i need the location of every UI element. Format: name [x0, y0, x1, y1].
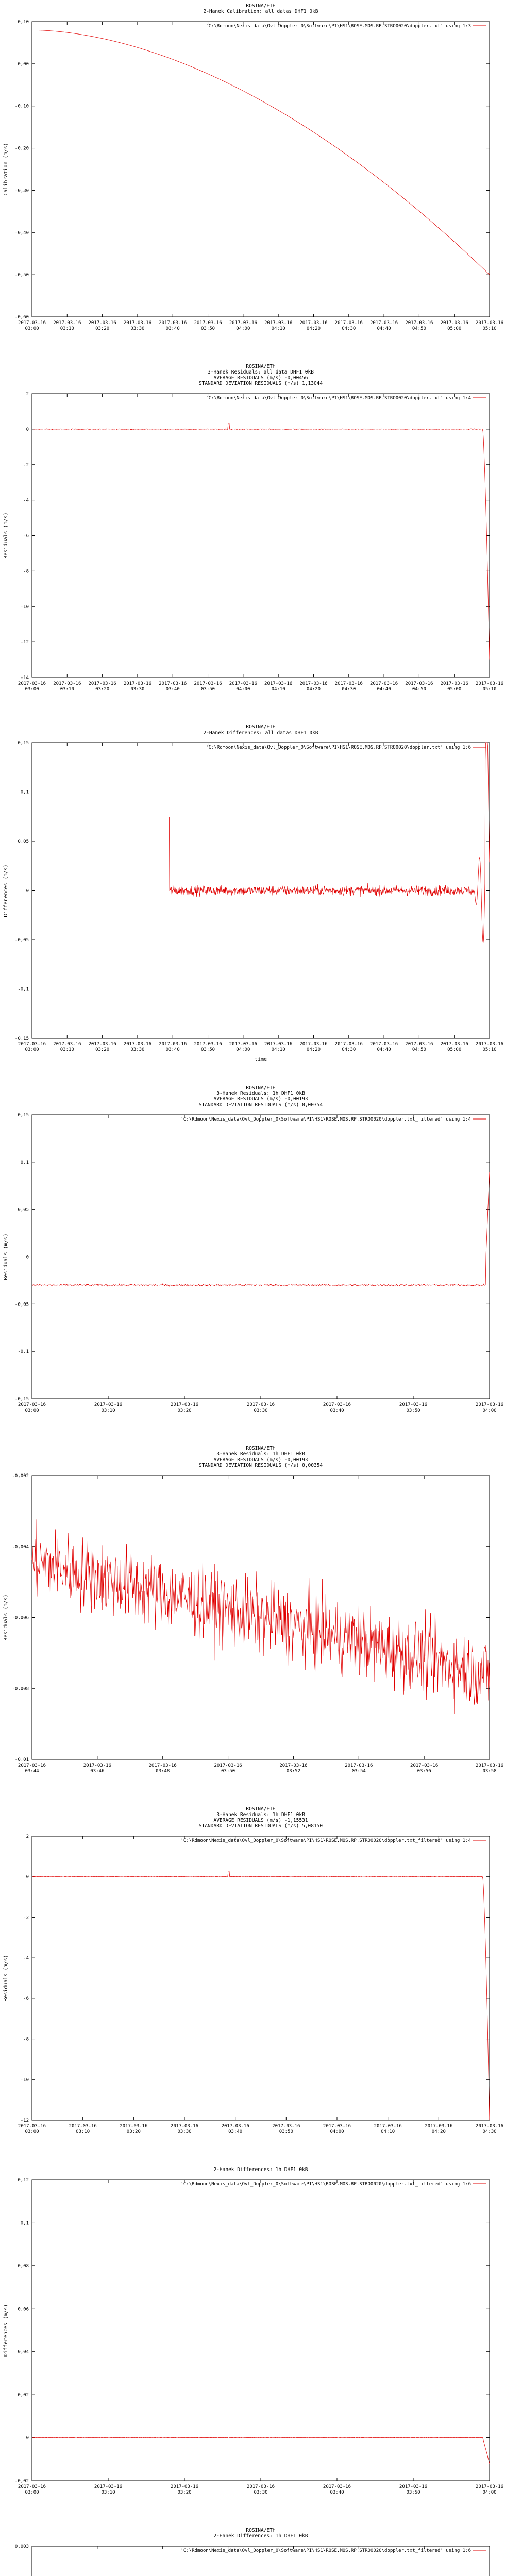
y-tick-label: -0,002 — [12, 1473, 29, 1479]
y-tick-label: 0 — [26, 2435, 29, 2441]
y-tick-label: 0,08 — [18, 2263, 29, 2269]
x-tick-label: 03:10 — [76, 2129, 90, 2134]
x-tick-label: 03:30 — [254, 2490, 268, 2495]
y-tick-label: 2 — [26, 392, 29, 397]
x-tick-label: 2017-03-16 — [88, 681, 116, 686]
y-tick-label: 0,1 — [20, 1160, 29, 1165]
y-tick-label: 0,12 — [18, 2178, 29, 2183]
x-tick-label: 2017-03-16 — [18, 2484, 46, 2489]
x-tick-label: 03:20 — [95, 326, 110, 331]
x-tick-label: 03:44 — [25, 1769, 39, 1774]
x-tick-label: 03:50 — [200, 326, 215, 331]
y-tick-label: 0,1 — [20, 2221, 29, 2226]
x-tick-label: 2017-03-16 — [440, 1042, 468, 1047]
series-line — [32, 1871, 490, 2120]
plot-frame — [32, 2180, 490, 2481]
y-axis-label: Residuals (m/s) — [3, 1955, 9, 2002]
x-tick-label: 2017-03-16 — [475, 1042, 504, 1047]
x-tick-label: 04:20 — [431, 2129, 446, 2134]
x-tick-label: 2017-03-16 — [334, 1042, 363, 1047]
x-tick-label: 03:20 — [95, 687, 110, 692]
y-tick-label: -0,15 — [14, 1036, 29, 1041]
y-tick-label: -8 — [23, 569, 29, 574]
x-tick-label: 2017-03-16 — [229, 681, 257, 686]
y-tick-label: -0,006 — [12, 1615, 29, 1621]
y-axis-label: Differences (m/s) — [3, 2303, 9, 2357]
y-tick-label: 0 — [26, 427, 29, 432]
y-axis-label: Residuals (m/s) — [3, 512, 9, 559]
x-tick-label: 04:00 — [330, 2129, 344, 2134]
x-tick-label: 05:00 — [447, 326, 462, 331]
x-tick-label: 2017-03-16 — [94, 2484, 123, 2489]
y-tick-label: -0,05 — [14, 938, 29, 943]
x-tick-label: 03:10 — [60, 326, 74, 331]
x-tick-label: 03:00 — [25, 2490, 39, 2495]
x-tick-label: 2017-03-16 — [214, 1763, 242, 1768]
x-tick-label: 2017-03-16 — [229, 1042, 257, 1047]
y-tick-label: -6 — [23, 1996, 29, 2002]
x-tick-label: 04:00 — [236, 1047, 250, 1053]
x-tick-label: 2017-03-16 — [475, 2124, 504, 2129]
plot-frame — [32, 394, 490, 677]
x-tick-label: 03:30 — [130, 1047, 145, 1053]
y-tick-label: -0,40 — [14, 230, 29, 236]
y-tick-label: 0 — [26, 1255, 29, 1260]
x-tick-label: 2017-03-16 — [323, 1402, 351, 1408]
chart-title-line: 2-Hanek Calibration: all datas DHF1 0kB — [203, 9, 318, 14]
x-tick-label: 2017-03-16 — [18, 320, 46, 326]
chart-panel-1 — [0, 0, 505, 361]
x-tick-label: 03:00 — [25, 1408, 39, 1413]
x-tick-label: 2017-03-16 — [123, 1042, 152, 1047]
y-tick-label: -10 — [20, 604, 29, 610]
x-tick-label: 03:40 — [165, 1047, 180, 1053]
legend-label: 'C:\Rdmoon\Nexis_data\Ovl_Doppler_0\Software\PI\HS1\ROSE.MOS.RP.STRO0020\doppler.txt' using 1:4 — [206, 396, 471, 401]
y-tick-label: -0,20 — [14, 146, 29, 151]
x-tick-label: 2017-03-16 — [345, 1763, 373, 1768]
x-tick-label: 05:10 — [482, 1047, 497, 1053]
x-tick-label: 2017-03-16 — [334, 681, 363, 686]
chart-panel-6 — [0, 1803, 505, 2164]
y-tick-label: -0,10 — [14, 104, 29, 109]
chart-panel-4 — [0, 1082, 505, 1443]
x-tick-label: 2017-03-16 — [264, 681, 293, 686]
chart-title-line: AVERAGE RESIDUALS (m/s) -1,15531 — [213, 1818, 308, 1823]
x-tick-label: 2017-03-16 — [229, 320, 257, 326]
y-tick-label: 0,10 — [18, 20, 29, 25]
y-tick-label: -4 — [23, 498, 29, 503]
series-line — [32, 2437, 490, 2464]
chart-title-line: AVERAGE RESIDUALS (m/s) -0,00456 — [213, 375, 308, 381]
x-tick-label: 04:20 — [306, 1047, 321, 1053]
y-tick-label: -0,30 — [14, 188, 29, 194]
x-tick-label: 03:00 — [25, 687, 39, 692]
chart-title-line: ROSINA/ETH — [246, 1446, 276, 1451]
x-tick-label: 03:30 — [177, 2129, 192, 2134]
y-tick-label: 0,1 — [20, 790, 29, 795]
x-tick-label: 2017-03-16 — [83, 1763, 111, 1768]
x-tick-label: 03:30 — [254, 1408, 268, 1413]
y-tick-label: 0,06 — [18, 2307, 29, 2312]
y-axis-label: Residuals (m/s) — [3, 1594, 9, 1641]
x-tick-label: 05:10 — [482, 326, 497, 331]
y-tick-label: -2 — [23, 462, 29, 468]
x-tick-label: 03:00 — [25, 1047, 39, 1053]
x-tick-label: 04:40 — [377, 687, 391, 692]
x-tick-label: 2017-03-16 — [405, 320, 433, 326]
legend-label: 'C:\Rdmoon\Nexis_data\Ovl_Doppler_0\Software\PI\HS1\ROSE.MOS.RP.STRO0020\doppler.txt' using 1:3 — [206, 24, 471, 29]
x-tick-label: 03:10 — [60, 1047, 74, 1053]
x-tick-label: 04:00 — [236, 687, 250, 692]
x-tick-label: 2017-03-16 — [88, 1042, 116, 1047]
y-tick-label: 0,05 — [18, 1207, 29, 1213]
x-tick-label: 03:40 — [330, 2490, 344, 2495]
x-tick-label: 2017-03-16 — [264, 320, 293, 326]
y-tick-label: -0,1 — [18, 1349, 29, 1355]
x-tick-label: 2017-03-16 — [53, 320, 81, 326]
x-tick-label: 2017-03-16 — [475, 320, 504, 326]
x-tick-label: 03:20 — [177, 1408, 192, 1413]
x-tick-label: 04:00 — [482, 2490, 497, 2495]
x-tick-label: 2017-03-16 — [170, 2484, 199, 2489]
y-axis-label: Residuals (m/s) — [3, 1233, 9, 1280]
x-tick-label: 2017-03-16 — [264, 1042, 293, 1047]
y-tick-label: 0,00 — [18, 61, 29, 67]
x-tick-label: 03:40 — [165, 326, 180, 331]
x-axis-label: time — [254, 1057, 267, 1062]
x-tick-label: 2017-03-16 — [334, 320, 363, 326]
x-tick-label: 04:20 — [306, 326, 321, 331]
x-tick-label: 03:00 — [25, 326, 39, 331]
x-tick-label: 2017-03-16 — [440, 681, 468, 686]
x-tick-label: 04:00 — [236, 326, 250, 331]
chart-title-line: STANDARD DEVIATION RESIDUALS (m/s) 5,08150 — [198, 1823, 323, 1829]
x-tick-label: 03:50 — [406, 2490, 420, 2495]
chart-title-line: ROSINA/ETH — [246, 724, 276, 730]
y-axis-label: Differences (m/s) — [3, 864, 9, 917]
x-tick-label: 03:30 — [130, 687, 145, 692]
series-line — [32, 423, 490, 660]
x-tick-label: 2017-03-16 — [123, 681, 152, 686]
y-tick-label: -10 — [20, 2077, 29, 2083]
plot-frame — [32, 1115, 490, 1399]
x-tick-label: 03:46 — [90, 1769, 105, 1774]
y-tick-label: -12 — [20, 640, 29, 646]
y-tick-label: 0 — [26, 1874, 29, 1880]
x-tick-label: 2017-03-16 — [410, 1763, 439, 1768]
chart-title-line: 2-Hanek Differences: 1h DHF1 0kB — [213, 2533, 308, 2539]
y-tick-label: -0,05 — [14, 1302, 29, 1308]
x-tick-label: 2017-03-16 — [18, 1042, 46, 1047]
y-tick-label: 0 — [26, 888, 29, 894]
x-tick-label: 2017-03-16 — [475, 1402, 504, 1408]
x-tick-label: 2017-03-16 — [194, 681, 222, 686]
x-tick-label: 04:10 — [381, 2129, 395, 2134]
y-tick-label: 0,04 — [18, 2349, 29, 2355]
x-tick-label: 2017-03-16 — [246, 1402, 275, 1408]
x-tick-label: 2017-03-16 — [170, 2124, 199, 2129]
plot-frame — [32, 1836, 490, 2120]
x-tick-label: 04:40 — [377, 1047, 391, 1053]
y-axis-label: Calibration (m/s) — [3, 143, 9, 196]
x-tick-label: 04:30 — [342, 326, 356, 331]
chart-title-line: ROSINA/ETH — [246, 1085, 276, 1091]
x-tick-label: 03:52 — [286, 1769, 300, 1774]
x-tick-label: 2017-03-16 — [18, 1763, 46, 1768]
x-tick-label: 03:10 — [60, 687, 74, 692]
legend-label: 'C:\Rdmoon\Nexis_data\Ovl_Doppler_0\Software\PI\HS1\ROSE.MOS.RP.STRO0020\doppler.txt_filtered' using 1:4 — [180, 1117, 471, 1122]
x-tick-label: 03:40 — [228, 2129, 243, 2134]
x-tick-label: 2017-03-16 — [221, 2124, 249, 2129]
chart-panel-3 — [0, 721, 505, 1082]
x-tick-label: 04:50 — [412, 687, 426, 692]
chart-title-line: 3-Hanek Residuals: 1h DHF1 0kB — [216, 1812, 305, 1818]
series-line — [32, 1172, 490, 1286]
x-tick-label: 05:00 — [447, 687, 462, 692]
chart-title-line: STANDARD DEVIATION RESIDUALS (m/s) 0,00354 — [198, 1102, 323, 1108]
y-tick-label: -2 — [23, 1915, 29, 1921]
x-tick-label: 2017-03-16 — [299, 320, 328, 326]
legend-label: 'C:\Rdmoon\Nexis_data\Ovl_Doppler_0\Software\PI\HS1\ROSE.MOS.RP.STRO0020\doppler.txt' using 1:6 — [206, 745, 471, 750]
x-tick-label: 2017-03-16 — [475, 1763, 504, 1768]
x-tick-label: 2017-03-16 — [299, 681, 328, 686]
x-tick-label: 2017-03-16 — [369, 1042, 398, 1047]
chart-title-line: ROSINA/ETH — [246, 3, 276, 9]
x-tick-label: 2017-03-16 — [323, 2484, 351, 2489]
x-tick-label: 03:20 — [177, 2490, 192, 2495]
y-tick-label: -6 — [23, 533, 29, 539]
x-tick-label: 04:50 — [412, 326, 426, 331]
x-tick-label: 05:10 — [482, 687, 497, 692]
x-tick-label: 03:50 — [221, 1769, 235, 1774]
x-tick-label: 2017-03-16 — [405, 681, 433, 686]
x-tick-label: 2017-03-16 — [148, 1763, 177, 1768]
chart-panel-2 — [0, 361, 505, 721]
plot-frame — [32, 22, 490, 317]
x-tick-label: 2017-03-16 — [69, 2124, 97, 2129]
x-tick-label: 2017-03-16 — [425, 2124, 453, 2129]
x-tick-label: 2017-03-16 — [475, 681, 504, 686]
x-tick-label: 2017-03-16 — [18, 1402, 46, 1408]
series-line — [169, 743, 490, 943]
x-tick-label: 04:10 — [271, 687, 285, 692]
legend-label: 'C:\Rdmoon\Nexis_data\Ovl_Doppler_0\Software\PI\HS1\ROSE.MOS.RP.STRO0020\doppler.txt_filtered' using 1:4 — [180, 1838, 471, 1843]
y-tick-label: -0,50 — [14, 273, 29, 278]
chart-title-line: STANDARD DEVIATION RESIDUALS (m/s) 1,13044 — [198, 381, 323, 386]
x-tick-label: 2017-03-16 — [53, 681, 81, 686]
chart-title-line: 2-Hanek Differences: 1h DHF1 0kB — [213, 2167, 308, 2173]
x-tick-label: 04:20 — [306, 687, 321, 692]
x-tick-label: 2017-03-16 — [18, 2124, 46, 2129]
chart-title-line: AVERAGE RESIDUALS (m/s) -0,00193 — [213, 1457, 308, 1463]
x-tick-label: 2017-03-16 — [159, 1042, 187, 1047]
y-tick-label: 0,003 — [14, 2544, 29, 2549]
x-tick-label: 04:30 — [342, 1047, 356, 1053]
x-tick-label: 05:00 — [447, 1047, 462, 1053]
y-tick-label: -0,02 — [14, 2479, 29, 2484]
x-tick-label: 04:30 — [482, 2129, 497, 2134]
y-tick-label: 0,15 — [18, 1113, 29, 1118]
x-tick-label: 04:40 — [377, 326, 391, 331]
x-tick-label: 2017-03-16 — [272, 2124, 300, 2129]
x-tick-label: 03:20 — [126, 2129, 141, 2134]
x-tick-label: 2017-03-16 — [170, 1402, 199, 1408]
x-tick-label: 2017-03-16 — [399, 2484, 428, 2489]
chart-title-line: ROSINA/ETH — [246, 2528, 276, 2533]
legend-label: 'C:\Rdmoon\Nexis_data\Ovl_Doppler_0\Software\PI\HS1\ROSE.MOS.RP.STRO0020\doppler.txt_filtered' using 1:6 — [180, 2182, 471, 2187]
y-tick-label: -12 — [20, 2118, 29, 2123]
y-tick-label: 0,15 — [18, 741, 29, 746]
y-tick-label: -4 — [23, 1956, 29, 1961]
chart-title-line: 3-Hanek Residuals: all data DHF1 0kB — [208, 369, 314, 375]
x-tick-label: 03:40 — [330, 1408, 344, 1413]
x-tick-label: 2017-03-16 — [369, 320, 398, 326]
y-tick-label: -0,60 — [14, 315, 29, 320]
y-tick-label: -0,004 — [12, 1544, 29, 1550]
x-tick-label: 03:48 — [156, 1769, 170, 1774]
chart-title-line: 3-Hanek Residuals: 1h DHF1 0kB — [216, 1451, 305, 1457]
x-tick-label: 2017-03-16 — [53, 1042, 81, 1047]
x-tick-label: 2017-03-16 — [279, 1763, 308, 1768]
x-tick-label: 2017-03-16 — [194, 320, 222, 326]
x-tick-label: 03:40 — [165, 687, 180, 692]
x-tick-label: 03:50 — [406, 1408, 420, 1413]
chart-title-line: 3-Hanek Residuals: 1h DHF1 0kB — [216, 1091, 305, 1096]
y-tick-label: 2 — [26, 1834, 29, 1839]
chart-title-line: 2-Hanek Differences: all datas DHF1 0kB — [203, 730, 318, 736]
chart-panel-5 — [0, 1443, 505, 1803]
x-tick-label: 2017-03-16 — [194, 1042, 222, 1047]
x-tick-label: 2017-03-16 — [88, 320, 116, 326]
chart-panel-8 — [0, 2524, 505, 2576]
y-tick-label: 0,05 — [18, 839, 29, 844]
x-tick-label: 03:50 — [200, 1047, 215, 1053]
legend-label: 'C:\Rdmoon\Nexis_data\Ovl_Doppler_0\Software\PI\HS1\ROSE.MOS.RP.STRO0020\doppler.txt_filtered' using 1:6 — [180, 2548, 471, 2553]
y-tick-label: -14 — [20, 675, 29, 681]
y-tick-label: -8 — [23, 2037, 29, 2042]
x-tick-label: 2017-03-16 — [246, 2484, 275, 2489]
x-tick-label: 2017-03-16 — [159, 320, 187, 326]
x-tick-label: 2017-03-16 — [475, 2484, 504, 2489]
x-tick-label: 2017-03-16 — [323, 2124, 351, 2129]
x-tick-label: 2017-03-16 — [94, 1402, 123, 1408]
y-tick-label: 0,02 — [18, 2393, 29, 2398]
x-tick-label: 2017-03-16 — [299, 1042, 328, 1047]
x-tick-label: 04:00 — [482, 1408, 497, 1413]
chart-title-line: STANDARD DEVIATION RESIDUALS (m/s) 0,00354 — [198, 1463, 323, 1468]
x-tick-label: 03:58 — [482, 1769, 497, 1774]
chart-title-line: ROSINA/ETH — [246, 1806, 276, 1812]
chart-title-line: AVERAGE RESIDUALS (m/s) -0,00193 — [213, 1096, 308, 1102]
y-tick-label: -0,008 — [12, 1686, 29, 1692]
y-tick-label: -0,1 — [18, 987, 29, 992]
x-tick-label: 04:10 — [271, 326, 285, 331]
x-tick-label: 03:10 — [101, 1408, 115, 1413]
x-tick-label: 03:10 — [101, 2490, 115, 2495]
series-line — [32, 30, 490, 275]
chart-panel-7 — [0, 2164, 505, 2524]
x-tick-label: 2017-03-16 — [120, 2124, 148, 2129]
x-tick-label: 2017-03-16 — [18, 681, 46, 686]
x-tick-label: 03:20 — [95, 1047, 110, 1053]
x-tick-label: 03:50 — [279, 2129, 293, 2134]
x-tick-label: 2017-03-16 — [405, 1042, 433, 1047]
y-tick-label: -0,15 — [14, 1397, 29, 1402]
x-tick-label: 03:54 — [351, 1769, 366, 1774]
x-tick-label: 03:56 — [417, 1769, 431, 1774]
x-tick-label: 2017-03-16 — [374, 2124, 402, 2129]
x-tick-label: 04:30 — [342, 687, 356, 692]
x-tick-label: 03:00 — [25, 2129, 39, 2134]
x-tick-label: 2017-03-16 — [369, 681, 398, 686]
x-tick-label: 2017-03-16 — [159, 681, 187, 686]
x-tick-label: 04:50 — [412, 1047, 426, 1053]
x-tick-label: 2017-03-16 — [440, 320, 468, 326]
chart-title-line: ROSINA/ETH — [246, 364, 276, 369]
x-tick-label: 03:50 — [200, 687, 215, 692]
x-tick-label: 2017-03-16 — [123, 320, 152, 326]
x-tick-label: 2017-03-16 — [399, 1402, 428, 1408]
x-tick-label: 03:30 — [130, 326, 145, 331]
y-tick-label: -0,01 — [14, 1757, 29, 1762]
x-tick-label: 04:10 — [271, 1047, 285, 1053]
series-line — [32, 1519, 490, 1714]
